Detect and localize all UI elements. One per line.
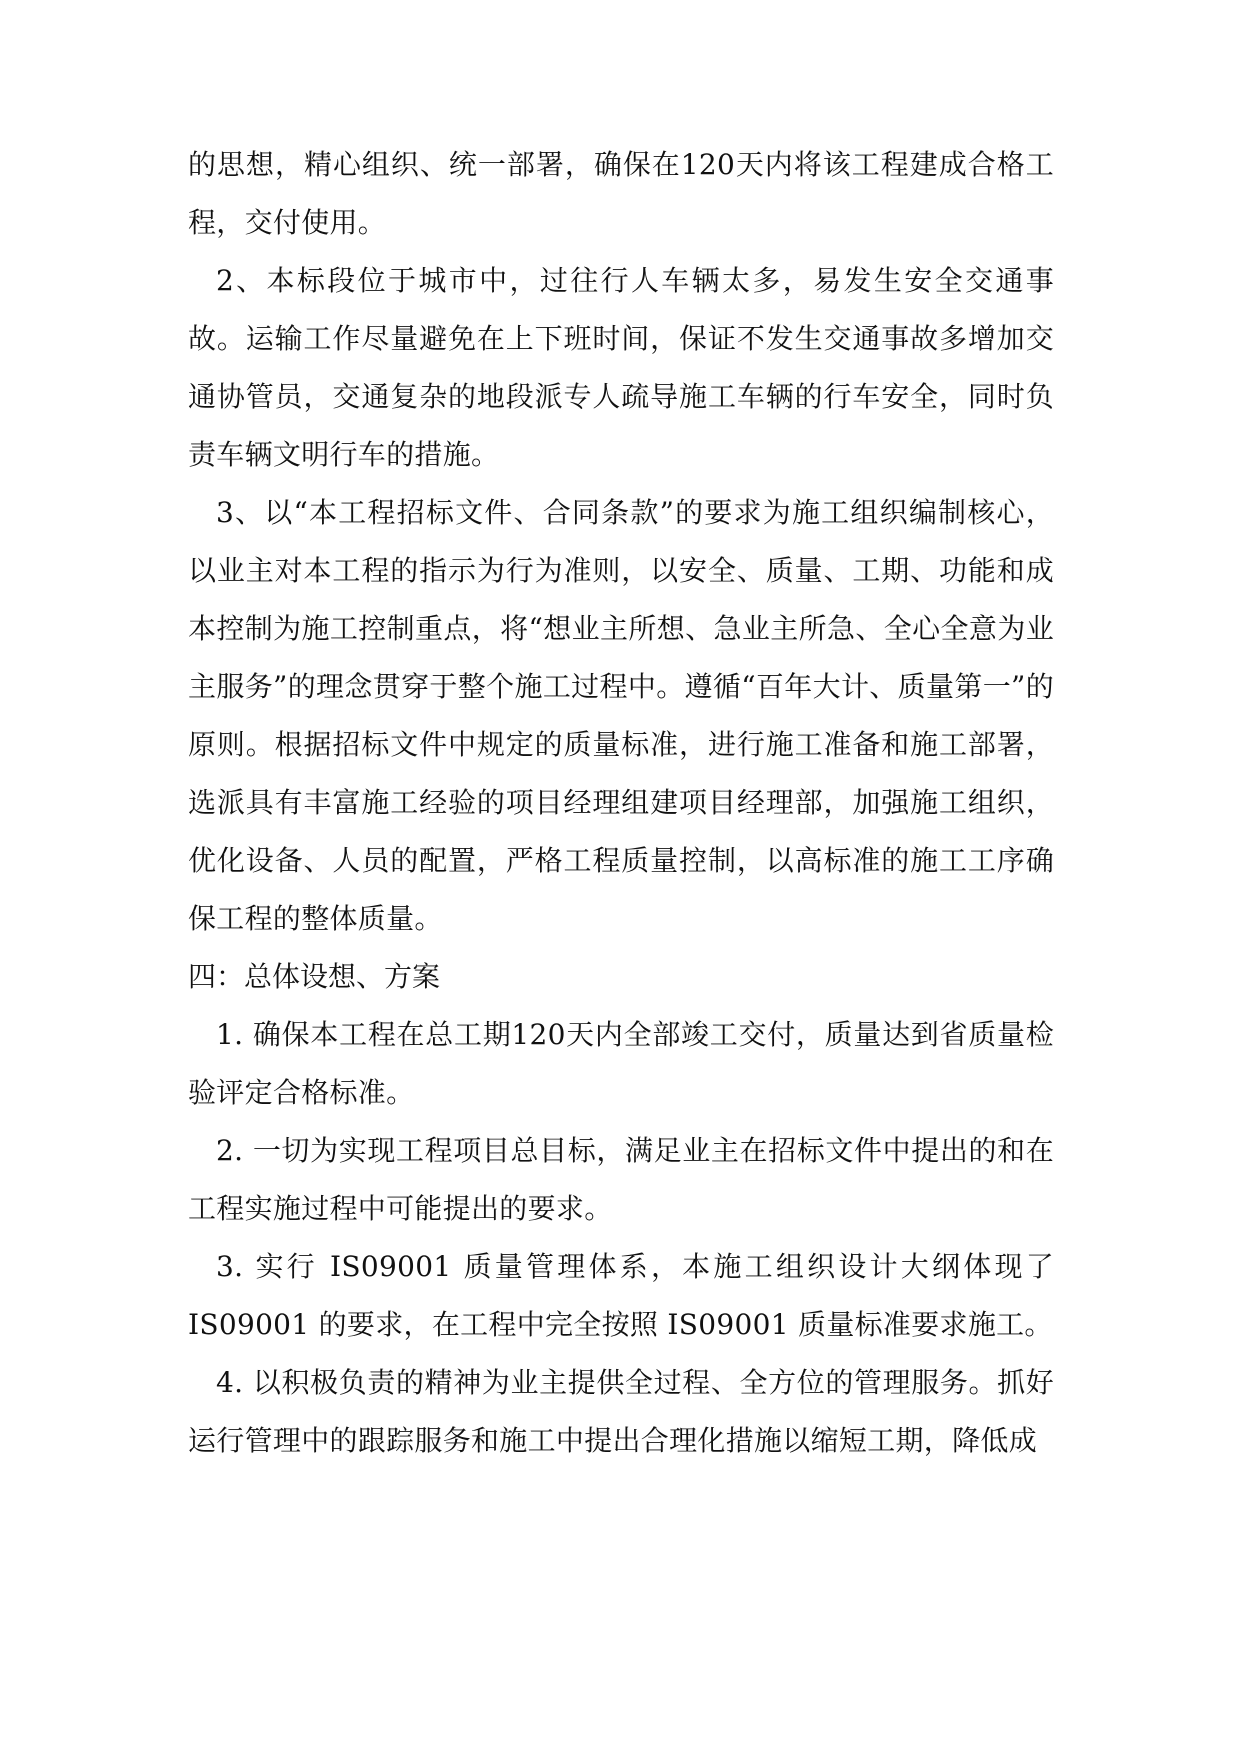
section-heading: 四：总体设想、方案 — [188, 960, 441, 993]
section-item-2: 2. 一切为实现工程项目总目标，满足业主在招标文件中提出的和在工程实施过程中可能提出的要求。 — [188, 1134, 1054, 1225]
section-item-1: 1. 确保本工程在总工期120天内全部竣工交付，质量达到省质量检验评定合格标准。 — [188, 1018, 1054, 1109]
section-item-3: 3. 实行 IS09001 质量管理体系，本施工组织设计大纲体现了IS09001 的要求，在工程中完全按照 IS09001 质量标准要求施工。 — [188, 1250, 1054, 1341]
section-item-4: 4. 以积极负责的精神为业主提供全过程、全方位的管理服务。抓好运行管理中的跟踪服务和施工中提出合理化措施以缩短工期，降低成 — [188, 1366, 1054, 1457]
paragraph-item-2: 2、本标段位于城市中，过往行人车辆太多，易发生安全交通事故。运输工作尽量避免在上下班时间，保证不发生交通事故多增加交通协管员，交通复杂的地段派专人疏导施工车辆的行车安全，同时负责车辆文明行车的措施。 — [188, 264, 1054, 471]
document-page — [188, 136, 1054, 1470]
paragraph-continuation: 的思想，精心组织、统一部署，确保在120天内将该工程建成合格工程，交付使用。 — [188, 148, 1054, 239]
paragraph-item-3: 3、以“本工程招标文件、合同条款”的要求为施工组织编制核心，以业主对本工程的指示为行为准则，以安全、质量、工期、功能和成本控制为施工控制重点，将“想业主所想、急业主所急、全心全意为业主服务”的理念贯穿于整个施工过程中。遵循“百年大计、质量第一”的原则。根据招标文件中规定的质量标准，进行施工准备和施工部署，选派具有丰富施工经验的项目经理组建项目经理部，加强施工组织，优化设备、人员的配置，严格工程质量控制，以高标准的施工工序确保工程的整体质量。 — [188, 496, 1054, 935]
